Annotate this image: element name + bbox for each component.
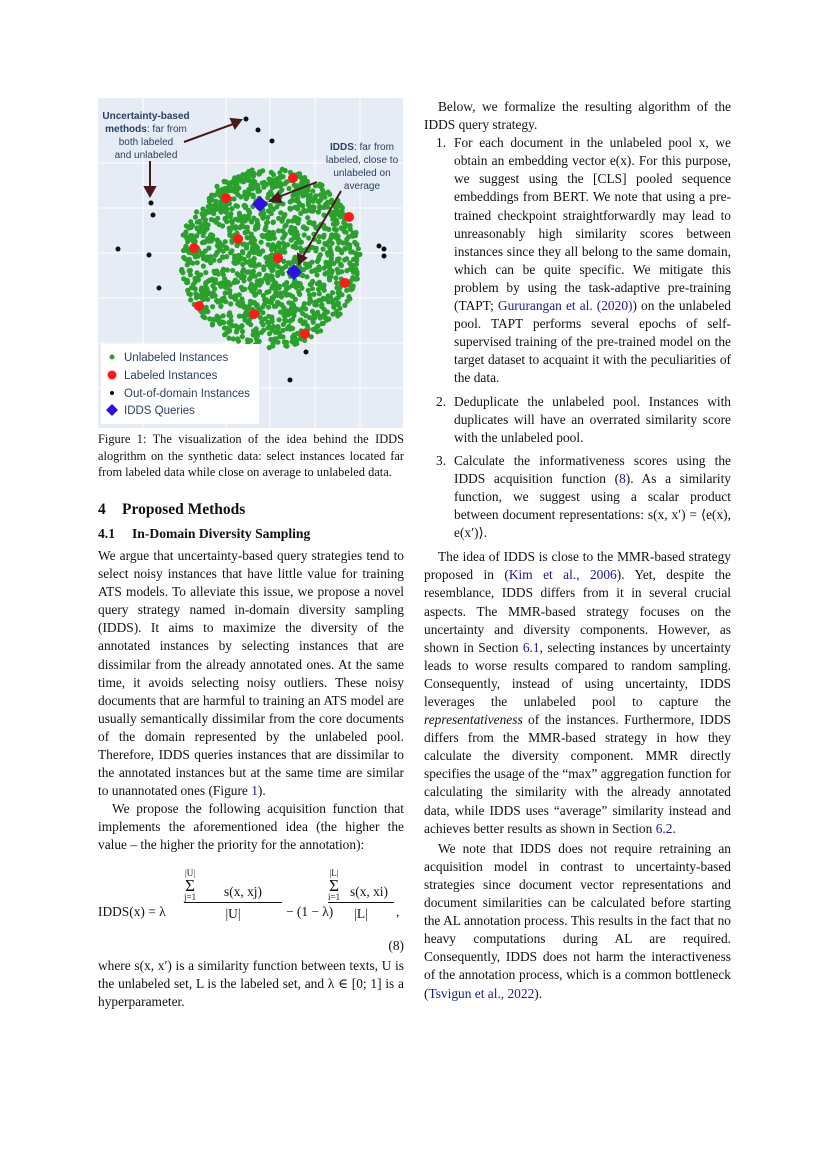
svg-text:Labeled Instances: Labeled Instances	[124, 370, 218, 382]
citation-gururangan[interactable]: Gururangan et al. (2020)	[497, 298, 633, 314]
section-heading: 4 Proposed Methods	[98, 500, 246, 518]
step-item: 1. For each document in the unlabeled pool x, we obtain an embedding vector e(x). For this purpose, we suggest using the [CLS] pooled sequence embeddings from BERT. We note that using a pre-trained checkpoint straightforwardly may lead to unreasonably high similarity scores between instances since they all belong to the same domain, which can be quite specific. We mitigate this problem by using the task-adaptive pre-training (TAPT; Gururangan et al. (2020)) on the unlabeled pool. TAPT performs several epochs of self-supervised training of the pre-trained model on the target dataset to acquaint it with the peculiarities of the data.	[436, 135, 731, 386]
paragraph-mmr-comparison: The idea of IDDS is close to the MMR-based strategy proposed in (Kim et al., 2006). Yet, despite the resemblance, IDDS differs from it in several crucial aspects. The MMR-based strategy focuses on the uncertainty and diversity components. However, as shown in Section 6.1, selecting instances by uncertainty leads to worse results compared to random sampling. Consequently, instead of using uncertainty, IDDS leverages the unlabeled pool to capture the representativeness of the instances. Furthermore, IDDS differs from the MMR-based strategy in how they calculate the diversity component. MMR directly specifies the usage of the “max” aggregation function for calculating the similarity with the already annotated data, while IDDS uses “average” similarity instead and achieves better results as shown in Section 6.2.	[424, 549, 732, 836]
equation-8: IDDS(x) = λ |U| Σ j=1 $\frac{s(x, xj)}{|U|}$ − (1 − λ) |L| Σ i=1 $\frac{s(x, xi)}{|L|}$ , (8)	[98, 867, 404, 953]
step-item: 2. Deduplicate the unlabeled pool. Instances with duplicates will have an overrated similarity score with the unlabeled pool.	[436, 393, 731, 445]
right-column	[424, 98, 731, 1003]
svg-text:IDDS Queries: IDDS Queries	[124, 405, 195, 417]
equation-8-link[interactable]: 8	[619, 470, 626, 486]
svg-text:average: average	[343, 181, 381, 192]
left-column	[98, 98, 404, 1011]
scatter-plot	[98, 98, 403, 428]
svg-text:labeled, close to: labeled, close to	[325, 155, 399, 166]
paragraph-acquisition-function: We propose the following acquisition function that implements the aforementioned idea (the higher the value – the higher the priority for the annotation):	[98, 801, 404, 853]
figure-1-link[interactable]: 1	[251, 783, 258, 799]
paragraph-idds-motivation: We argue that uncertainty-based query strategies tend to select noisy instances that have little value for training ATS models. To alleviate this issue, we propose a novel query strategy named in-domain diversity sampling (IDDS). It aims to maximize the diversity of the annotated instances by selecting instances that are dissimilar from the already annotated ones. At the same time, it avoids selecting noisy outliers. These noisy documents that are harmful to training an ATS model are usually semantically dissimilar from the core documents of the domain represented by the unlabeled pool. Therefore, IDDS queries instances that are dissimilar to the annotated instances but at the same time are similar to unannotated ones (Figure 1).	[98, 547, 404, 799]
svg-text:Unlabeled Instances: Unlabeled Instances	[124, 352, 229, 364]
algorithm-steps	[424, 134, 731, 542]
citation-tsvigun[interactable]: Tsvigun et al., 2022	[428, 985, 535, 1001]
paragraph-algorithm-intro: Below, we formalize the resulting algorithm of the IDDS query strategy.	[424, 99, 731, 133]
svg-text:IDDS: far from: IDDS: far from	[330, 142, 394, 153]
section-6-1-link[interactable]: 6.1	[522, 639, 540, 655]
svg-text:both labeled: both labeled	[118, 137, 174, 148]
figure-caption: Figure 1: The visualization of the idea behind the IDDS alogrithm on the synthetic data: select instances located far from labeled data while close on average to unlabeled data.	[98, 432, 404, 480]
figure-1	[98, 98, 403, 428]
citation-kim[interactable]: Kim et al., 2006	[508, 567, 617, 583]
section-6-2-link[interactable]: 6.2	[655, 820, 673, 836]
svg-text:and unlabeled: and unlabeled	[114, 150, 178, 161]
svg-text:methods: far from: methods: far from	[105, 124, 187, 135]
svg-text:unlabeled on: unlabeled on	[333, 168, 391, 179]
paragraph-equation-definitions: where s(x, x′) is a similarity function between texts, U is the unlabeled set, L is the labeled set, and λ ∈ [0; 1] is a hyperparameter.	[98, 957, 404, 1009]
paragraph-no-retraining: We note that IDDS does not require retraining an acquisition model in contrast to uncertainty-based strategies since document vector representations and document similarities can be calculated before starting the AL annotation process. This results in the fact that no heavy computations during AL are required. Consequently, IDDS does not harm the interactiveness of the annotation process, which is a common bottleneck (Tsvigun et al., 2022).	[424, 840, 731, 1001]
legend	[101, 344, 259, 424]
svg-text:Out-of-domain Instances: Out-of-domain Instances	[124, 388, 250, 400]
svg-text:Uncertainty-based: Uncertainty-based	[102, 111, 190, 122]
subsection-heading: 4.1 In-Domain Diversity Sampling	[98, 525, 311, 541]
step-item: 3. Calculate the informativeness scores using the IDDS acquisition function (8). As a similarity function, we suggest using a scalar product between document representations: s(x, x′) = ⟨e(x), e(x′)⟩.	[436, 452, 732, 541]
